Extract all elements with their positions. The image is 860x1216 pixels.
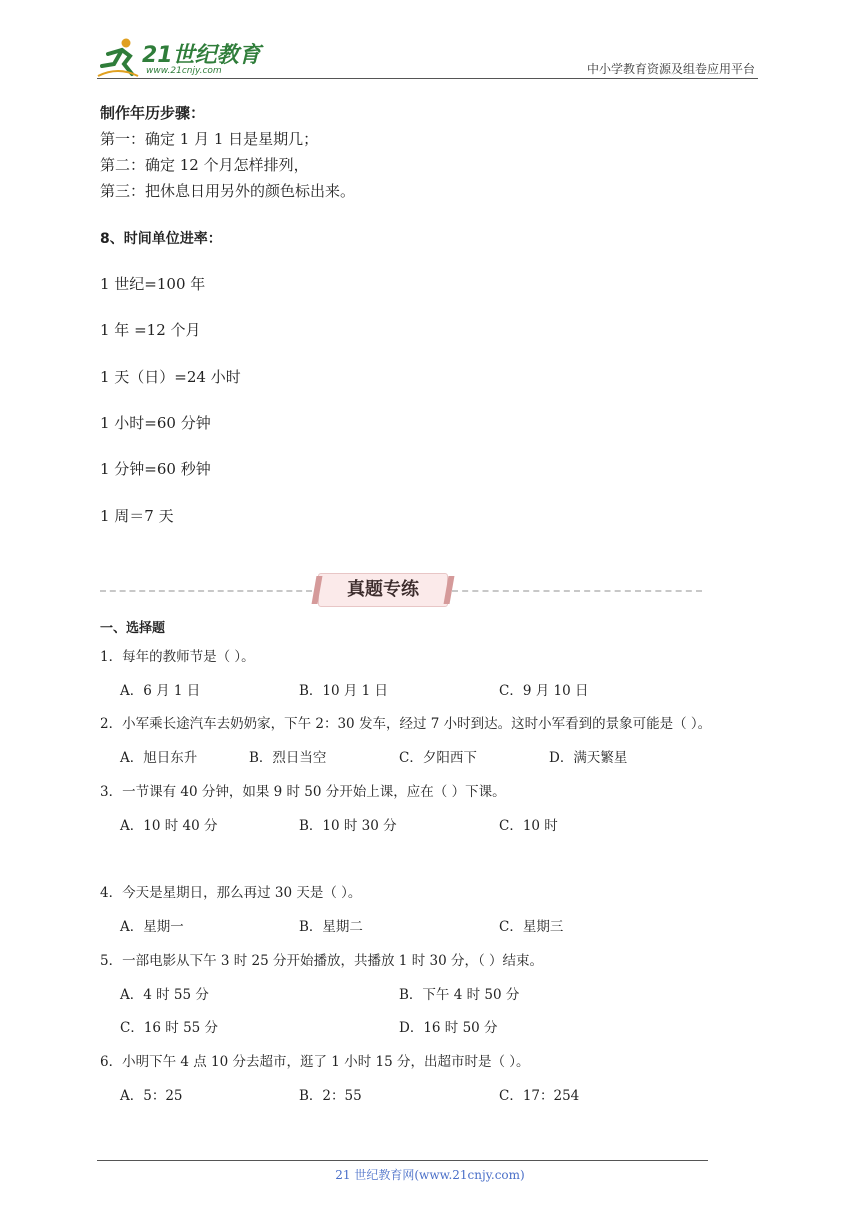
logo-url: www.21cnjy.com [146,66,222,76]
site-name: 中小学教育资源及组卷应用平台 [586,62,755,76]
option-c: C．9 月 10 日 [499,683,589,699]
option-b: B．10 时 30 分 [299,818,397,834]
banner-divider-left [100,590,312,592]
time-unit-item: 1 小时=60 分钟 [100,414,211,432]
question-stem: 4．今天是星期日，那么再过 30 天是（ ）。 [100,885,362,901]
site-logo [96,36,266,80]
question-stem: 1．每年的教师节是（ ）。 [100,649,255,665]
option-d: D．16 时 50 分 [399,1020,498,1036]
question-stem: 2．小军乘长途汽车去奶奶家，下午 2：30 发车，经过 7 小时到达。这时小军看到的景象可能是（ ）。 [100,716,712,732]
calendar-steps-title: 制作年历步骤： [100,104,206,122]
option-a: A．5：25 [120,1088,183,1104]
time-unit-item: 1 天（日）=24 小时 [100,368,241,386]
time-unit-item: 1 世纪=100 年 [100,275,206,293]
option-a: A．6 月 1 日 [120,683,201,699]
calendar-step: 第三：把休息日用另外的颜色标出来。 [100,182,356,200]
option-b: B．星期二 [299,919,363,935]
option-c: C．16 时 55 分 [120,1020,219,1036]
option-a: A．星期一 [120,919,184,935]
option-a: A．10 时 40 分 [120,818,218,834]
option-c: C．夕阳西下 [399,750,477,766]
option-b: B．10 月 1 日 [299,683,389,699]
option-c: C．17：254 [499,1088,580,1104]
practice-banner: 真题专练 [318,573,448,607]
option-c: C．10 时 [499,818,558,834]
calendar-step: 第一：确定 1 月 1 日是星期几； [100,130,319,148]
option-b: B．2：55 [299,1088,362,1104]
footer-link[interactable]: 21 世纪教育网(www.21cnjy.com) [335,1168,525,1182]
runner-icon [96,36,140,78]
time-unit-item: 1 年 =12 个月 [100,321,201,339]
option-a: A．4 时 55 分 [120,987,209,1003]
option-b: B．烈日当空 [249,750,327,766]
time-units-title: 8、时间单位进率： [100,231,222,247]
banner-divider-right [452,590,702,592]
calendar-step: 第二：确定 12 个月怎样排列， [100,156,309,174]
question-stem: 5．一部电影从下午 3 时 25 分开始播放，共播放 1 时 30 分，（ ）结束。 [100,953,543,969]
option-a: A．旭日东升 [120,750,198,766]
option-d: D．满天繁星 [549,750,628,766]
option-c: C．星期三 [499,919,564,935]
section-title: 一、选择题 [100,621,166,636]
option-b: B．下午 4 时 50 分 [399,987,520,1003]
question-stem: 6．小明下午 4 点 10 分去超市，逛了 1 小时 15 分，出超市时是（ ）。 [100,1054,530,1070]
time-unit-item: 1 周＝7 天 [100,507,174,525]
header-divider [97,78,758,79]
question-stem: 3．一节课有 40 分钟，如果 9 时 50 分开始上课，应在（ ）下课。 [100,784,506,800]
footer-divider [97,1160,708,1161]
time-unit-item: 1 分钟=60 秒钟 [100,460,211,478]
logo-text: 21世纪教育 [142,43,261,68]
